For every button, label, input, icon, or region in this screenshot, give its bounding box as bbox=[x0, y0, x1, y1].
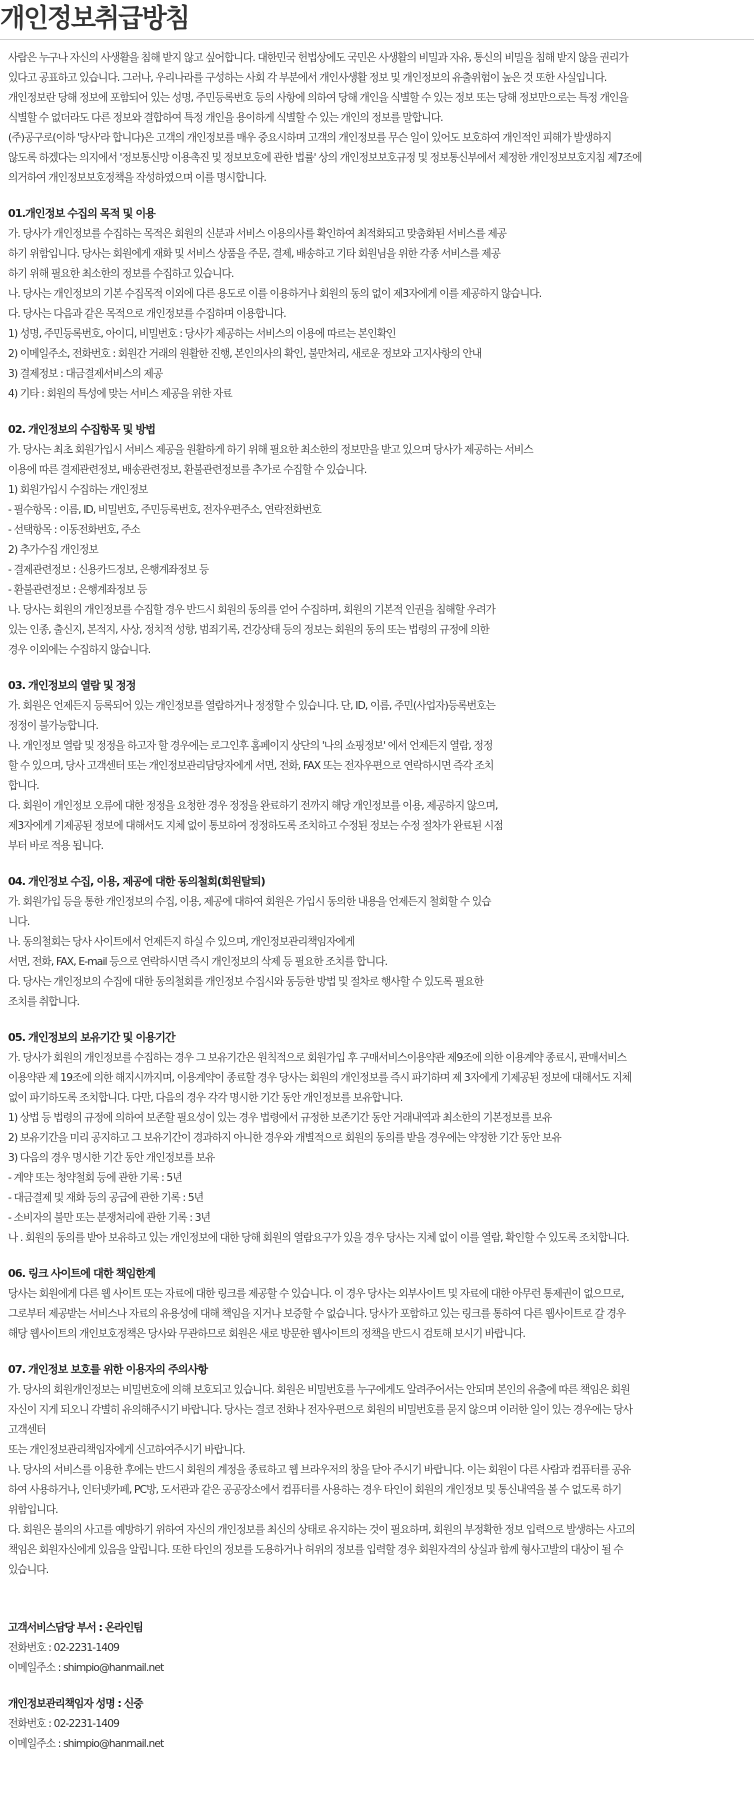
policy-content bbox=[8, 48, 752, 1754]
section-heading: 07. 개인정보 보호를 위한 이용자의 주의사항 bbox=[8, 1363, 208, 1376]
section-line: 할 수 있으며, 당사 고객센터 또는 개인정보관리담당자에게 서면, 전화, FAX 또는 전자우편으로 연락하시면 즉각 조치 bbox=[8, 760, 494, 772]
section-line: - 소비자의 불만 또는 분쟁처리에 관한 기록 : 3년 bbox=[8, 1212, 211, 1224]
section-line: - 선택항목 : 이동전화번호, 주소 bbox=[8, 524, 140, 536]
section-line: 나. 당사는 회원의 개인정보를 수집할 경우 반드시 회원의 동의를 얻어 수집하며, 회원의 기본적 인권을 침해할 우려가 bbox=[8, 604, 496, 616]
section-line: 조치를 취합니다. bbox=[8, 996, 80, 1008]
section-line: 3) 다음의 경우 명시한 기간 동안 개인정보를 보유 bbox=[8, 1152, 215, 1164]
section-line: - 필수항목 : 이름, ID, 비밀번호, 주민등록번호, 전자우편주소, 연락전화번호 bbox=[8, 504, 321, 516]
section-line: 니다. bbox=[8, 916, 30, 928]
section-line: 책임은 회원자신에게 있음을 알립니다. 또한 타인의 정보를 도용하거나 허위의 정보를 입력할 경우 회원자격의 상실과 함께 형사고발의 대상이 될 수 bbox=[8, 1544, 623, 1556]
section-heading: 03. 개인정보의 열람 및 정정 bbox=[8, 679, 136, 692]
section-line: 2) 이메일주소, 전화번호 : 회원간 거래의 원활한 진행, 본인의사의 확인, 불만처리, 새로운 정보와 고지사항의 안내 bbox=[8, 348, 482, 360]
contact-email: 이메일주소 : shimpio@hanmail.net bbox=[8, 1662, 164, 1674]
section-line: 나. 당사는 개인정보의 기본 수집목적 이외에 다른 용도로 이를 이용하거나 회원의 동의 없이 제3자에게 이를 제공하지 않습니다. bbox=[8, 288, 542, 300]
section-line: 위함입니다. bbox=[8, 1504, 58, 1516]
section-line: 다. 회원은 불의의 사고를 예방하기 위하여 자신의 개인정보를 최신의 상태로 유지하는 것이 필요하며, 회원의 부정확한 정보 입력으로 발생하는 사고의 bbox=[8, 1524, 635, 1536]
section-line: 가. 당사는 최초 회원가입시 서비스 제공을 원활하게 하기 위해 필요한 최소한의 정보만을 받고 있으며 당사가 제공하는 서비스 bbox=[8, 444, 533, 456]
contact-heading: 고객서비스담당 부서 : 온라인팀 bbox=[8, 1622, 143, 1634]
section-line: 2) 보유기간을 미리 공지하고 그 보유기간이 경과하지 아니한 경우와 개별적으로 회원의 동의를 받을 경우에는 약정한 기간 동안 보유 bbox=[8, 1132, 561, 1144]
contact-privacy-officer bbox=[8, 1694, 752, 1754]
section-line: 정정이 불가능합니다. bbox=[8, 720, 99, 732]
intro-line: 의거하여 개인정보보호정책을 작성하였으며 이를 명시합니다. bbox=[8, 172, 267, 184]
section-06 bbox=[8, 1264, 752, 1344]
contact-customer-service bbox=[8, 1618, 752, 1678]
section-line: 또는 개인정보관리책임자에게 신고하여주시기 바랍니다. bbox=[8, 1444, 245, 1456]
section-line: 3) 결제정보 : 대금결제서비스의 제공 bbox=[8, 368, 163, 380]
section-line: 가. 당사가 개인정보를 수집하는 목적은 회원의 신분과 서비스 이용의사를 확인하여 최적화되고 맞춤화된 서비스를 제공 bbox=[8, 228, 507, 240]
intro-line: 않도록 하겠다는 의지에서 '정보통신망 이용촉진 및 정보보호에 관한 법률' 상의 개인정보보호규정 및 정보통신부에서 제정한 개인정보보호지침 제7조에 bbox=[8, 152, 642, 164]
contact-heading: 개인정보관리책임자 성명 : 신중 bbox=[8, 1698, 143, 1710]
intro-line: 개인정보란 당해 정보에 포함되어 있는 성명, 주민등록번호 등의 사항에 의하여 당해 개인을 식별할 수 있는 정보 또는 당해 정보만으로는 특정 개인을 bbox=[8, 92, 628, 104]
section-heading: 02. 개인정보의 수집항목 및 방법 bbox=[8, 423, 156, 436]
section-line: 서면, 전화, FAX, E-mail 등으로 연락하시면 즉시 개인정보의 삭제 등 필요한 조치를 합니다. bbox=[8, 956, 388, 968]
section-03 bbox=[8, 676, 752, 856]
section-line: 경우 이외에는 수집하지 않습니다. bbox=[8, 644, 151, 656]
section-heading: 01.개인정보 수집의 목적 및 이용 bbox=[8, 207, 156, 220]
contact-phone: 전화번호 : 02-2231-1409 bbox=[8, 1718, 120, 1730]
section-line: 있습니다. bbox=[8, 1564, 49, 1576]
intro-block bbox=[8, 48, 752, 188]
section-line: 그로부터 제공받는 서비스나 자료의 유용성에 대해 책임을 지거나 보증할 수 없습니다. 당사가 포함하고 있는 링크를 통하여 다른 웹사이트로 갈 경우 bbox=[8, 1308, 626, 1320]
section-line: 자신이 지게 되오니 각별히 유의해주시기 바랍니다. 당사는 결코 전화나 전자우편으로 회원의 비밀번호를 묻지 않으며 이러한 일이 있는 경우에는 당사 bbox=[8, 1404, 633, 1416]
section-line: - 계약 또는 청약철회 등에 관한 기록 : 5년 bbox=[8, 1172, 182, 1184]
section-line: 가. 회원은 언제든지 등록되어 있는 개인정보를 열람하거나 정정할 수 있습니다. 단, ID, 이름, 주민(사업자)등록번호는 bbox=[8, 700, 496, 712]
section-line: 나. 동의철회는 당사 사이트에서 언제든지 하실 수 있으며, 개인정보관리책임자에게 bbox=[8, 936, 355, 948]
section-line: 나. 당사의 서비스를 이용한 후에는 반드시 회원의 계정을 종료하고 웹 브라우저의 창을 닫아 주시기 바랍니다. 이는 회원이 다른 사람과 컴퓨터를 공유 bbox=[8, 1464, 631, 1476]
contact-email: 이메일주소 : shimpio@hanmail.net bbox=[8, 1738, 164, 1750]
section-line: 1) 성명, 주민등록번호, 아이디, 비밀번호 : 당사가 제공하는 서비스의 이용에 따르는 본인확인 bbox=[8, 328, 396, 340]
section-07 bbox=[8, 1360, 752, 1580]
section-line: 당사는 회원에게 다른 웹 사이트 또는 자료에 대한 링크를 제공할 수 있습니다. 이 경우 당사는 외부사이트 및 자료에 대한 아무런 통제권이 없으므로, bbox=[8, 1288, 624, 1300]
section-line: 이용약관 제 19조에 의한 해지시까지며, 이용계약이 종료할 경우 당사는 회원의 개인정보를 즉시 파기하며 제 3자에게 기제공된 정보에 대해서도 지체 bbox=[8, 1072, 632, 1084]
section-heading: 05. 개인정보의 보유기간 및 이용기간 bbox=[8, 1031, 175, 1044]
section-heading: 06. 링크 사이트에 대한 책임한계 bbox=[8, 1267, 156, 1280]
intro-line: (주)공구로(이하 '당사'라 합니다)은 고객의 개인정보를 매우 중요시하며 고객의 개인정보를 무슨 일이 있어도 보호하여 개인적인 피해가 발생하지 bbox=[8, 132, 612, 144]
section-line: 다. 당사는 개인정보의 수집에 대한 동의철회를 개인정보 수집시와 동등한 방법 및 절차로 행사할 수 있도록 필요한 bbox=[8, 976, 484, 988]
section-line: 제3자에게 기제공된 정보에 대해서도 지체 없이 통보하여 정정하도록 조치하고 수정된 정보는 수정 절차가 완료된 시점 bbox=[8, 820, 503, 832]
section-line: 가. 당사가 회원의 개인정보를 수집하는 경우 그 보유기간은 원칙적으로 회원가입 후 구매서비스이용약관 제9조에 의한 이용계약 종료시, 판매서비스 bbox=[8, 1052, 627, 1064]
section-line: 없이 파기하도록 조치합니다. 다만, 다음의 경우 각각 명시한 기간 동안 개인정보를 보유합니다. bbox=[8, 1092, 403, 1104]
section-line: - 결제관련정보 : 신용카드정보, 은행계좌정보 등 bbox=[8, 564, 209, 576]
section-line: 가. 당사의 회원개인정보는 비밀번호에 의해 보호되고 있습니다. 회원은 비밀번호를 누구에게도 알려주어서는 안되며 본인의 유출에 따른 책임은 회원 bbox=[8, 1384, 630, 1396]
section-line: 다. 회원이 개인정보 오류에 대한 정정을 요청한 경우 정정을 완료하기 전까지 해당 개인정보를 이용, 제공하지 않으며, bbox=[8, 800, 498, 812]
section-line: 다. 당사는 다음과 같은 목적으로 개인정보를 수집하며 이용합니다. bbox=[8, 308, 286, 320]
intro-line: 사람은 누구나 자신의 사생활을 침해 받지 않고 싶어합니다. 대한민국 헌법상에도 국민은 사생활의 비밀과 자유, 통신의 비밀을 침해 받지 않을 권리가 bbox=[8, 52, 628, 64]
section-05 bbox=[8, 1028, 752, 1248]
section-line: 고객센터 bbox=[8, 1424, 46, 1436]
section-04 bbox=[8, 872, 752, 1012]
section-line: 가. 회원가입 등을 통한 개인정보의 수집, 이용, 제공에 대하여 회원은 가입시 동의한 내용을 언제든지 철회할 수 있습 bbox=[8, 896, 491, 908]
section-heading: 04. 개인정보 수집, 이용, 제공에 대한 동의철회(회원탈퇴) bbox=[8, 875, 265, 888]
section-line: 해당 웹사이트의 개인보호정책은 당사와 무관하므로 회원은 새로 방문한 웹사이트의 정책을 반드시 검토해 보시기 바랍니다. bbox=[8, 1328, 526, 1340]
intro-line: 식별할 수 없더라도 다른 정보와 결합하여 특정 개인을 용이하게 식별할 수 있는 개인의 정보를 말합니다. bbox=[8, 112, 443, 124]
intro-line: 있다고 공표하고 있습니다. 그러나, 우리나라를 구성하는 사회 각 부분에서 개인사생활 정보 및 개인정보의 유출위험이 높은 것 또한 사실입니다. bbox=[8, 72, 607, 84]
contact-phone: 전화번호 : 02-2231-1409 bbox=[8, 1642, 120, 1654]
section-line: 1) 회원가입시 수집하는 개인정보 bbox=[8, 484, 148, 496]
section-line: 4) 기타 : 회원의 특성에 맞는 서비스 제공을 위한 자료 bbox=[8, 388, 232, 400]
section-line: 나 . 회원의 동의를 받아 보유하고 있는 개인정보에 대한 당해 회원의 열람요구가 있을 경우 당사는 지체 없이 이를 열람, 확인할 수 있도록 조치합니다. bbox=[8, 1232, 629, 1244]
page-title: 개인정보취급방침 bbox=[0, 4, 189, 34]
section-line: 1) 상법 등 법령의 규정에 의하여 보존할 필요성이 있는 경우 법령에서 규정한 보존기간 동안 거래내역과 최소한의 기본정보를 보유 bbox=[8, 1112, 552, 1124]
section-line: 있는 인종, 출신지, 본적지, 사상, 정치적 성향, 범죄기록, 건강상태 등의 정보는 회원의 동의 또는 법령의 규정에 의한 bbox=[8, 624, 489, 636]
section-line: 하기 위함입니다. 당사는 회원에게 재화 및 서비스 상품을 주문, 결제, 배송하고 기타 회원님을 위한 각종 서비스를 제공 bbox=[8, 248, 501, 260]
section-line: - 대금결제 및 재화 등의 공급에 관한 기록 : 5년 bbox=[8, 1192, 204, 1204]
title-divider bbox=[0, 39, 754, 40]
section-line: 하여 사용하거나, 인터넷카페, PC방, 도서관과 같은 공공장소에서 컴퓨터를 사용하는 경우 타인이 회원의 개인정보 및 통신내역을 볼 수 없도록 하기 bbox=[8, 1484, 622, 1496]
section-line: 2) 추가수집 개인정보 bbox=[8, 544, 98, 556]
section-line: 부터 바로 적용 됩니다. bbox=[8, 840, 104, 852]
section-line: 나. 개인정보 열람 및 정정을 하고자 할 경우에는 로그인후 홈페이지 상단의 '나의 쇼핑정보' 에서 언제든지 열람, 정정 bbox=[8, 740, 493, 752]
section-line: 하기 위해 필요한 최소한의 정보를 수집하고 있습니다. bbox=[8, 268, 234, 280]
section-line: 이용에 따른 결제관련정보, 배송관련정보, 환불관련정보를 추가로 수집할 수 있습니다. bbox=[8, 464, 367, 476]
section-line: 합니다. bbox=[8, 780, 39, 792]
section-01 bbox=[8, 204, 752, 404]
section-02 bbox=[8, 420, 752, 660]
section-line: - 환불관련정보 : 은행계좌정보 등 bbox=[8, 584, 147, 596]
